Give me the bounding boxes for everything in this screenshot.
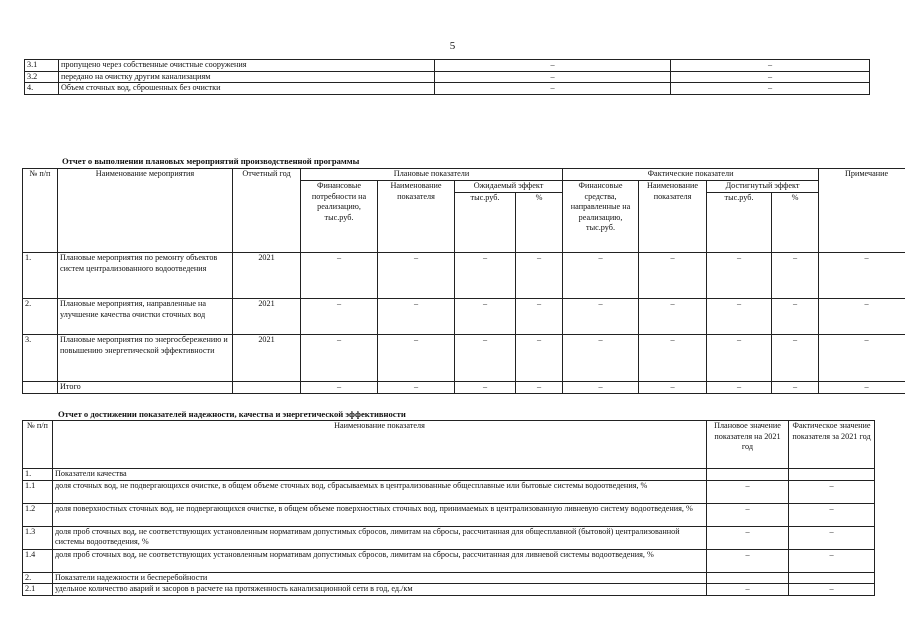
plan-fin-value: – — [301, 299, 378, 335]
report1-table — [22, 168, 905, 394]
fact-value: – — [671, 71, 870, 83]
total-value: – — [772, 382, 819, 394]
table-row — [25, 60, 870, 72]
row-label: Объем сточных вод, сброшенных без очистки — [59, 83, 435, 95]
plan-value: – — [435, 83, 671, 95]
report2-title: Отчет о достижении показателей надежности, качества и энергетической эффективности — [58, 409, 406, 419]
row-num: 3.1 — [25, 60, 59, 72]
plan-eff-pct-value: – — [516, 253, 563, 299]
row-label: передано на очистку другим канализациям — [59, 71, 435, 83]
row-year: 2021 — [233, 253, 301, 299]
row-num: 3. — [23, 335, 58, 382]
row-name: Плановые мероприятия по ремонту объектов систем централизованного водоотведения — [58, 253, 233, 299]
total-value: – — [455, 382, 516, 394]
plan-value: – — [707, 549, 789, 572]
plan-value — [707, 572, 789, 584]
table-row — [23, 480, 875, 503]
plan-eff-rub-value: – — [455, 253, 516, 299]
row-name: доля проб сточных вод, не соответствующих установленным нормативам допустимых сбросов, лимитам на сбросы, рассчитанная для ливневой системы водоотведения, % — [53, 549, 707, 572]
fact-ind-value: – — [639, 335, 707, 382]
fact-value: – — [671, 60, 870, 72]
header-name: Наименование показателя — [53, 421, 707, 469]
page-number: 5 — [449, 40, 456, 52]
table-row — [23, 253, 905, 299]
total-row — [23, 382, 905, 394]
row-num: 1. — [23, 253, 58, 299]
fact-eff-pct-value: – — [772, 299, 819, 335]
table-row — [23, 526, 875, 549]
fact-eff-rub-value: – — [707, 299, 772, 335]
fact-eff-rub-value: – — [707, 335, 772, 382]
plan-value — [707, 469, 789, 481]
fact-value — [789, 469, 875, 481]
plan-eff-pct-value: – — [516, 335, 563, 382]
section-row — [23, 469, 875, 481]
plan-eff-rub-value: – — [455, 335, 516, 382]
plan-eff-rub-value: – — [455, 299, 516, 335]
header-name: Наименование мероприятия — [58, 169, 233, 253]
report2-table — [22, 420, 875, 596]
header-plan-group: Плановые показатели — [301, 169, 563, 181]
section-row — [23, 572, 875, 584]
header-plan-ind: Наименование показателя — [378, 181, 455, 253]
table-row — [25, 83, 870, 95]
fact-value: – — [789, 526, 875, 549]
total-value: – — [378, 382, 455, 394]
total-value: – — [707, 382, 772, 394]
row-num: 4. — [25, 83, 59, 95]
row-num: 2.1 — [23, 584, 53, 596]
header-plan-eff-pct: % — [516, 193, 563, 253]
header-num: № п/п — [23, 169, 58, 253]
header-num: № п/п — [23, 421, 53, 469]
row-num: 1.4 — [23, 549, 53, 572]
table-row — [23, 549, 875, 572]
plan-ind-value: – — [378, 335, 455, 382]
header-fact-eff: Достигнутый эффект — [707, 181, 819, 193]
table-row — [23, 503, 875, 526]
plan-value: – — [707, 526, 789, 549]
row-num: 1.2 — [23, 503, 53, 526]
note-value: – — [819, 335, 905, 382]
note-value: – — [819, 253, 905, 299]
row-name: удельное количество аварий и засоров в расчете на протяженность канализационной сети в год, ед./км — [53, 584, 707, 596]
row-name: доля сточных вод, не подвергающихся очистке, в общем объеме сточных вод, сбрасываемых в централизованные общесплавные или бытовые системы водоотведения, % — [53, 480, 707, 503]
header-fact-fin: Финансовые средства, направленные на реализацию, тыс.руб. — [563, 181, 639, 253]
fact-ind-value: – — [639, 299, 707, 335]
row-name: доля проб сточных вод, не соответствующих установленным нормативам допустимых сбросов, лимитам на сбросы, рассчитанная для общесплавной (бытовой) централизованной системы водоотведения, % — [53, 526, 707, 549]
plan-ind-value: – — [378, 253, 455, 299]
header-fact-eff-pct: % — [772, 193, 819, 253]
plan-eff-pct-value: – — [516, 299, 563, 335]
row-name: Плановые мероприятия по энергосбережению и повышению энергетической эффективности — [58, 335, 233, 382]
fact-value — [789, 572, 875, 584]
row-name: Плановые мероприятия, направленные на улучшение качества очистки сточных вод — [58, 299, 233, 335]
plan-value: – — [435, 71, 671, 83]
total-value: – — [516, 382, 563, 394]
top-table — [24, 59, 870, 95]
row-year: 2021 — [233, 335, 301, 382]
plan-fin-value: – — [301, 253, 378, 299]
plan-value: – — [435, 60, 671, 72]
table-row — [23, 299, 905, 335]
fact-fin-value: – — [563, 335, 639, 382]
row-name: Показатели надежности и бесперебойности — [53, 572, 707, 584]
row-name: Показатели качества — [53, 469, 707, 481]
row-num: 2. — [23, 299, 58, 335]
header-plan-eff-rub: тыс.руб. — [455, 193, 516, 253]
report1-title: Отчет о выполнении плановых мероприятий производственной программы — [62, 156, 360, 166]
total-label: Итого — [58, 382, 233, 394]
note-value: – — [819, 299, 905, 335]
row-num: 2. — [23, 572, 53, 584]
header-fact-eff-rub: тыс.руб. — [707, 193, 772, 253]
plan-value: – — [707, 584, 789, 596]
fact-eff-pct-value: – — [772, 335, 819, 382]
total-value: – — [563, 382, 639, 394]
table-row — [23, 584, 875, 596]
total-value: – — [819, 382, 905, 394]
row-num: 1.1 — [23, 480, 53, 503]
header-fact-group: Фактические показатели — [563, 169, 819, 181]
table-row — [23, 335, 905, 382]
fact-value: – — [789, 584, 875, 596]
row-num: 1.3 — [23, 526, 53, 549]
header-plan: Плановое значение показателя на 2021 год — [707, 421, 789, 469]
fact-ind-value: – — [639, 253, 707, 299]
row-name: доля поверхностных сточных вод, не подвергающихся очистке, в общем объеме поверхностных сточных вод, принимаемых в централизованную ливневую систему водоотведения, % — [53, 503, 707, 526]
plan-ind-value: – — [378, 299, 455, 335]
header-plan-fin: Финансовые потребности на реализацию, тыс.руб. — [301, 181, 378, 253]
header-note: Примечание — [819, 169, 905, 253]
header-year: Отчетный год — [233, 169, 301, 253]
fact-value: – — [671, 83, 870, 95]
fact-fin-value: – — [563, 253, 639, 299]
fact-value: – — [789, 480, 875, 503]
total-value: – — [301, 382, 378, 394]
fact-value: – — [789, 549, 875, 572]
fact-eff-pct-value: – — [772, 253, 819, 299]
fact-eff-rub-value: – — [707, 253, 772, 299]
row-year: 2021 — [233, 299, 301, 335]
plan-value: – — [707, 480, 789, 503]
row-label: пропущено через собственные очистные сооружения — [59, 60, 435, 72]
header-fact: Фактическое значение показателя за 2021 год — [789, 421, 875, 469]
fact-fin-value: – — [563, 299, 639, 335]
total-value: – — [639, 382, 707, 394]
header-plan-eff: Ожидаемый эффект — [455, 181, 563, 193]
header-fact-ind: Наименование показателя — [639, 181, 707, 253]
fact-value: – — [789, 503, 875, 526]
row-num: 1. — [23, 469, 53, 481]
plan-fin-value: – — [301, 335, 378, 382]
plan-value: – — [707, 503, 789, 526]
row-num: 3.2 — [25, 71, 59, 83]
table-row — [25, 71, 870, 83]
